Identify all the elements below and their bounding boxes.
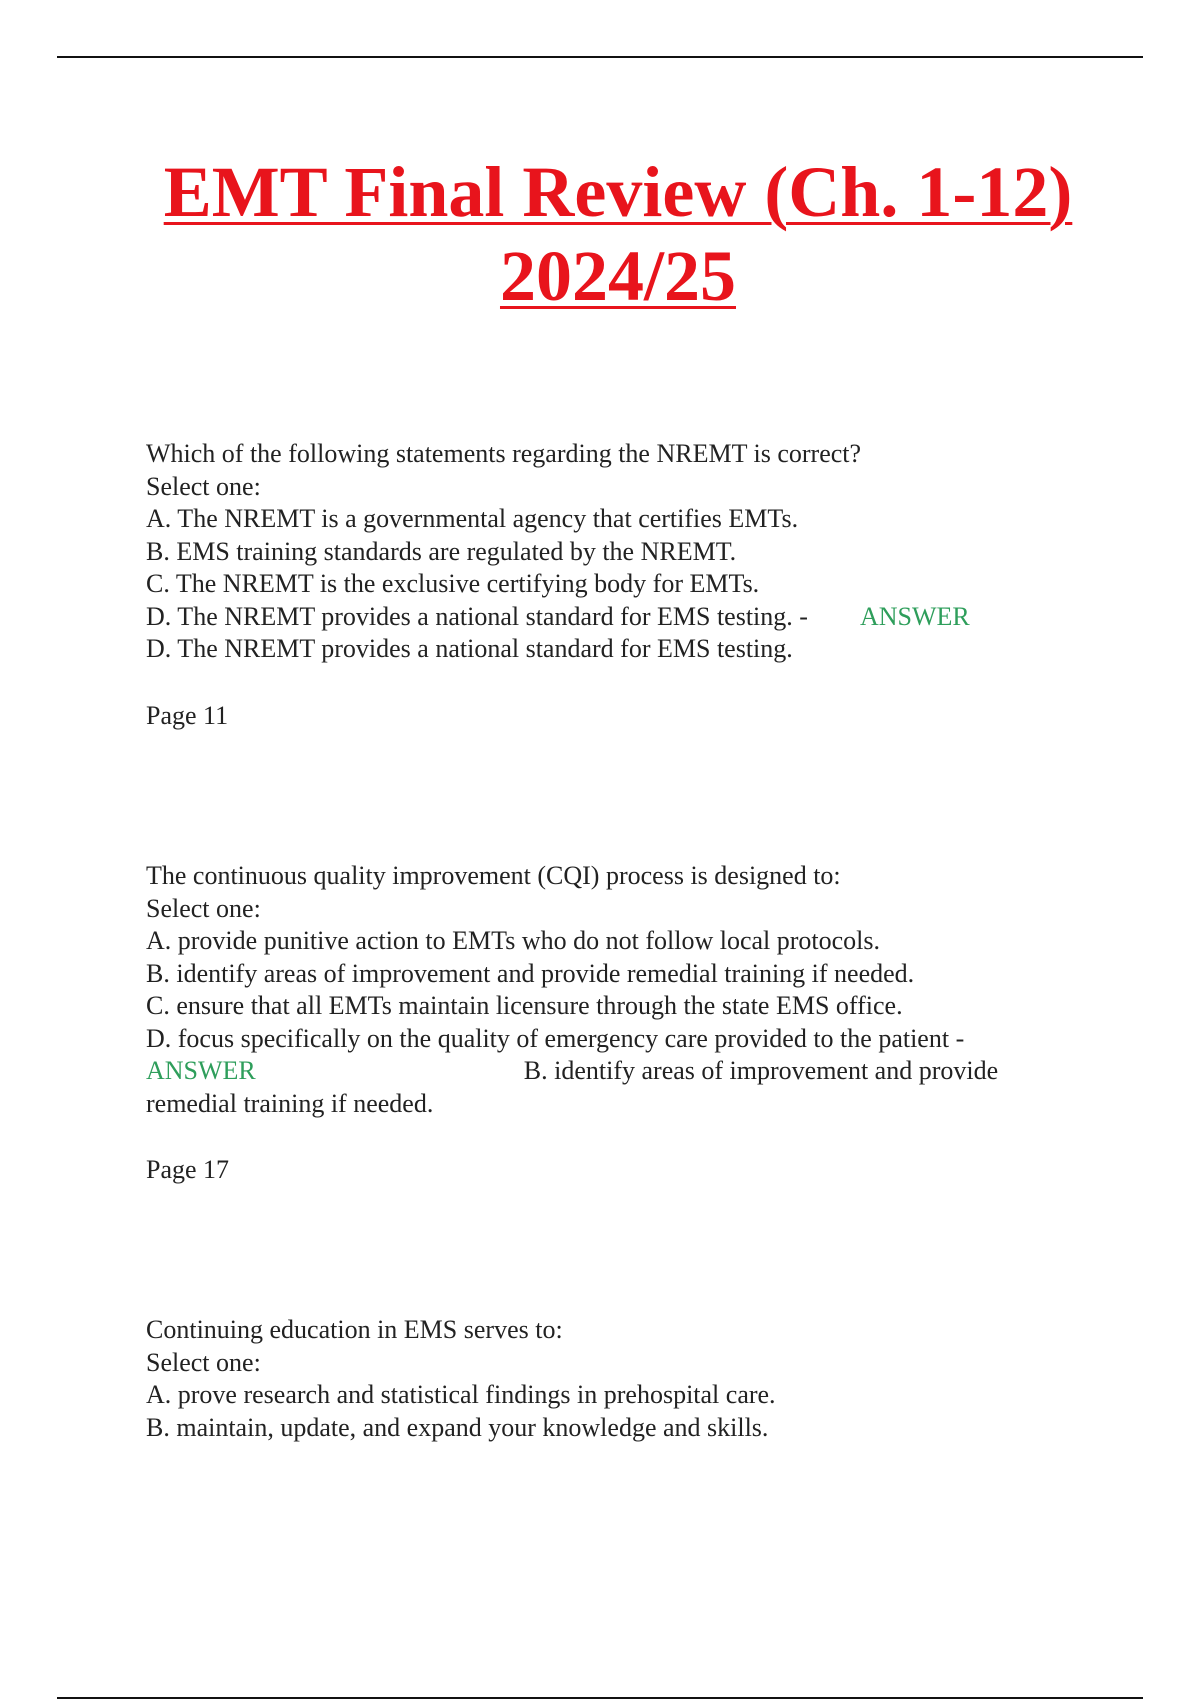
option-c: C. ensure that all EMTs maintain licensure through the state EMS office. [146, 991, 903, 1020]
option-a: A. provide punitive action to EMTs who do not follow local protocols. [146, 926, 881, 955]
option-d: D. focus specifically on the quality of emergency care provided to the patient - [146, 1023, 965, 1053]
option-b: B. identify areas of improvement and provide remedial training if needed. [146, 958, 915, 988]
title-line-2: 2024/25 [499, 236, 736, 316]
option-a: A. prove research and statistical findings in prehospital care. [146, 1380, 776, 1409]
question-block-1 [146, 438, 1066, 666]
select-one-label: Select one: [146, 1347, 261, 1377]
question-prompt: Continuing education in EMS serves to: [146, 1315, 563, 1344]
page-reference: Page 17 [146, 1155, 230, 1184]
answer-line [146, 1055, 1066, 1088]
page-reference: Page 11 [146, 701, 229, 730]
option-b: B. maintain, update, and expand your knowledge and skills. [146, 1412, 769, 1442]
bottom-divider [57, 1697, 1143, 1699]
option-b: B. EMS training standards are regulated by the NREMT. [146, 536, 737, 566]
select-one-label: Select one: [146, 471, 261, 501]
option-c: C. The NREMT is the exclusive certifying body for EMTs. [146, 569, 760, 598]
title-line-1: EMT Final Review (Ch. 1-12) [163, 152, 1073, 232]
document-title [0, 150, 1200, 318]
question-block-2 [146, 860, 1066, 1120]
select-one-label: Select one: [146, 893, 261, 923]
question-prompt: Which of the following statements regarding the NREMT is correct? [146, 439, 862, 468]
question-block-3 [146, 1314, 1066, 1444]
answer-text-part1: B. identify areas of improvement and provide [523, 1056, 999, 1085]
answer-label: ANSWER [146, 1056, 256, 1085]
option-d: D. The NREMT provides a national standard for EMS testing. - [146, 601, 808, 631]
answer-text-part2: remedial training if needed. [146, 1088, 434, 1118]
answer-text: D. The NREMT provides a national standard for EMS testing. [146, 634, 793, 663]
question-prompt: The continuous quality improvement (CQI) process is designed to: [146, 861, 841, 890]
top-divider [57, 56, 1143, 58]
option-a: A. The NREMT is a governmental agency that certifies EMTs. [146, 504, 799, 533]
option-d-with-answer [146, 601, 1066, 634]
answer-label: ANSWER [859, 601, 970, 631]
